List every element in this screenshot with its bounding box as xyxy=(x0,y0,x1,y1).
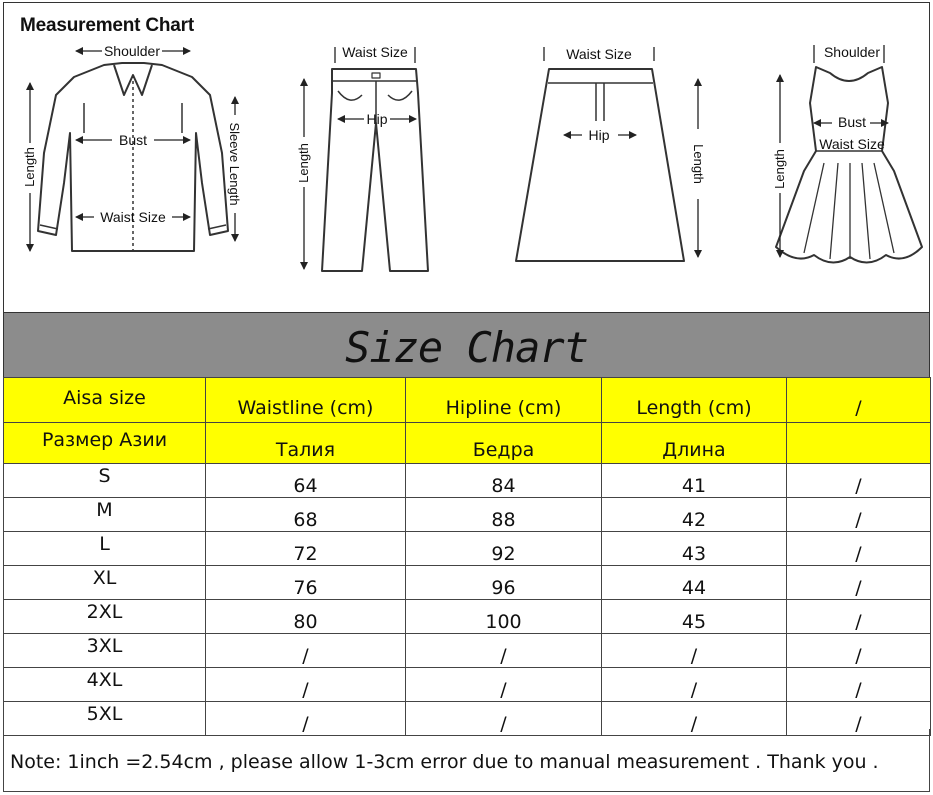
table-row xyxy=(4,600,931,634)
hip-cell: 88 xyxy=(406,498,602,532)
size-cell: XL xyxy=(4,566,206,600)
table-row xyxy=(4,532,931,566)
hip-cell: 96 xyxy=(406,566,602,600)
table-row xyxy=(4,634,931,668)
shirt-waist-label: Waist Size xyxy=(100,209,166,225)
skirt-waist-label: Waist Size xyxy=(566,46,632,62)
table-header-row-en xyxy=(4,378,931,423)
shirt-sleeve-label: Sleeve Length xyxy=(227,122,242,206)
dress-bust-label: Bust xyxy=(837,114,867,130)
size-cell: 3XL xyxy=(4,634,206,668)
table-row xyxy=(4,566,931,600)
waist-cell: 64 xyxy=(206,464,406,498)
header-cell xyxy=(787,423,931,464)
size-cell: S xyxy=(4,464,206,498)
length-cell: 45 xyxy=(602,600,787,634)
hip-cell: 84 xyxy=(406,464,602,498)
hip-cell: 100 xyxy=(406,600,602,634)
waist-cell: / xyxy=(206,634,406,668)
dress-illustration xyxy=(776,67,922,263)
dress-waist-label: Waist Size xyxy=(819,136,885,152)
size-cell: L xyxy=(4,532,206,566)
size-chart-banner xyxy=(3,313,930,377)
length-cell: / xyxy=(602,702,787,736)
size-cell: M xyxy=(4,498,206,532)
extra-cell: / xyxy=(787,600,931,634)
size-cell: 5XL xyxy=(4,702,206,736)
size-table xyxy=(3,377,931,736)
measurement-chart-title: Measurement Chart xyxy=(20,15,194,36)
extra-cell: / xyxy=(787,464,931,498)
length-cell: / xyxy=(602,668,787,702)
hip-cell: / xyxy=(406,668,602,702)
size-cell: 4XL xyxy=(4,668,206,702)
pants-waist-label: Waist Size xyxy=(342,44,408,60)
hip-cell: / xyxy=(406,702,602,736)
waist-cell: 72 xyxy=(206,532,406,566)
extra-cell: / xyxy=(787,566,931,600)
shirt-length-label: Length xyxy=(22,147,37,187)
skirt-length-label: Length xyxy=(691,144,706,184)
pants-length-label: Length xyxy=(296,143,311,183)
header-cell: Aisa size xyxy=(4,378,206,423)
waist-cell: / xyxy=(206,702,406,736)
table-row xyxy=(4,498,931,532)
table-row xyxy=(4,464,931,498)
waist-cell: 76 xyxy=(206,566,406,600)
extra-cell: / xyxy=(787,668,931,702)
size-cell: 2XL xyxy=(4,600,206,634)
extra-cell: / xyxy=(787,532,931,566)
extra-cell: / xyxy=(787,702,931,736)
waist-cell: 68 xyxy=(206,498,406,532)
length-cell: 43 xyxy=(602,532,787,566)
skirt-illustration xyxy=(516,69,684,261)
header-cell: Талия xyxy=(206,423,406,464)
pants-hip-label: Hip xyxy=(366,111,388,127)
header-cell: Hipline (cm) xyxy=(406,378,602,423)
dress-length-label: Length xyxy=(772,149,787,189)
pants-illustration xyxy=(322,69,428,271)
length-cell: 42 xyxy=(602,498,787,532)
hip-cell: 92 xyxy=(406,532,602,566)
table-header-row-ru xyxy=(4,423,931,464)
measurement-chart-panel xyxy=(3,2,930,313)
dress-shoulder-label: Shoulder xyxy=(823,44,881,60)
shirt-shoulder-label: Shoulder xyxy=(103,43,161,59)
waist-cell: / xyxy=(206,668,406,702)
extra-cell: / xyxy=(787,498,931,532)
waist-cell: 80 xyxy=(206,600,406,634)
length-cell: 41 xyxy=(602,464,787,498)
garment-illustrations xyxy=(4,3,931,314)
shirt-bust-label: Bust xyxy=(118,132,148,148)
length-cell: 44 xyxy=(602,566,787,600)
table-row xyxy=(4,668,931,702)
hip-cell: / xyxy=(406,634,602,668)
note-text: Note: 1inch =2.54cm , please allow 1-3cm error due to manual measurement . Thank you . xyxy=(3,729,930,792)
skirt-hip-label: Hip xyxy=(588,127,610,143)
extra-cell: / xyxy=(787,634,931,668)
header-cell: Размер Азии xyxy=(4,423,206,464)
header-cell: Бедра xyxy=(406,423,602,464)
length-cell: / xyxy=(602,634,787,668)
header-cell: Длина xyxy=(602,423,787,464)
header-cell: Waistline (cm) xyxy=(206,378,406,423)
header-cell: Length (cm) xyxy=(602,378,787,423)
header-cell: / xyxy=(787,378,931,423)
size-chart-title: Size Chart xyxy=(345,323,588,372)
skirt-arrows xyxy=(544,47,698,257)
